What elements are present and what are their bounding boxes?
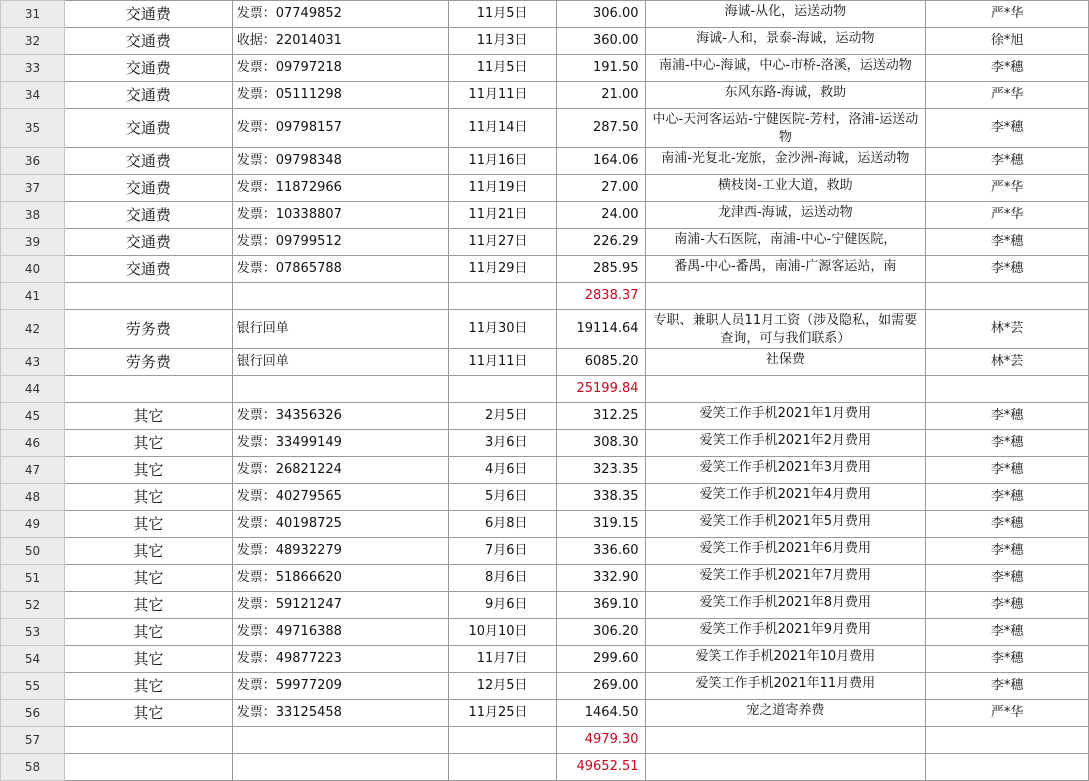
row-header[interactable]: 42 [1,310,65,349]
person-cell[interactable]: 严*华 [926,175,1089,202]
row-header[interactable]: 56 [1,700,65,727]
description-cell[interactable]: 爱笑工作手机2021年1月费用 [645,403,926,430]
row-header[interactable]: 34 [1,82,65,109]
person-cell[interactable]: 严*华 [926,700,1089,727]
table-row [1,457,1089,484]
category-cell[interactable]: 交通费 [64,1,232,28]
date-cell[interactable]: 12月5日 [448,673,556,700]
description-cell[interactable]: 中心-天河客运站-宁健医院-芳村，洛浦-运送动物 [645,109,926,148]
amount-cell[interactable]: 360.00 [556,28,645,55]
person-cell[interactable]: 李*穗 [926,619,1089,646]
person-cell[interactable] [926,754,1089,781]
person-cell[interactable]: 严*华 [926,82,1089,109]
category-cell[interactable]: 交通费 [64,82,232,109]
category-cell[interactable]: 其它 [64,511,232,538]
description-cell[interactable]: 龙津西-海诚，运送动物 [645,202,926,229]
description-cell[interactable]: 爱笑工作手机2021年7月费用 [645,565,926,592]
row-header[interactable]: 49 [1,511,65,538]
category-cell[interactable]: 其它 [64,646,232,673]
document-cell[interactable]: 发票：40279565 [232,484,448,511]
row-header[interactable]: 50 [1,538,65,565]
table-row [1,484,1089,511]
description-cell[interactable] [645,283,926,310]
person-cell[interactable]: 李*穗 [926,484,1089,511]
description-cell[interactable]: 社保费 [645,349,926,376]
row-header[interactable]: 36 [1,148,65,175]
amount-cell[interactable]: 1464.50 [556,700,645,727]
amount-cell[interactable]: 21.00 [556,82,645,109]
table-row [1,673,1089,700]
description-cell[interactable]: 爱笑工作手机2021年2月费用 [645,430,926,457]
person-cell[interactable]: 李*穗 [926,256,1089,283]
subtotal-cell[interactable]: 4979.30 [556,727,645,754]
date-cell[interactable]: 11月29日 [448,256,556,283]
amount-cell[interactable]: 299.60 [556,646,645,673]
amount-cell[interactable]: 269.00 [556,673,645,700]
document-cell[interactable] [232,376,448,403]
amount-cell[interactable]: 285.95 [556,256,645,283]
table-row [1,538,1089,565]
amount-cell[interactable]: 27.00 [556,175,645,202]
description-cell[interactable]: 爱笑工作手机2021年8月费用 [645,592,926,619]
table-row [1,175,1089,202]
amount-cell[interactable]: 164.06 [556,148,645,175]
row-header[interactable]: 57 [1,727,65,754]
person-cell[interactable]: 林*芸 [926,349,1089,376]
person-cell[interactable]: 李*穗 [926,565,1089,592]
person-cell[interactable]: 李*穗 [926,538,1089,565]
date-cell[interactable]: 8月6日 [448,565,556,592]
description-cell[interactable]: 东风东路-海诚，救助 [645,82,926,109]
person-cell[interactable] [926,376,1089,403]
date-cell[interactable]: 10月10日 [448,619,556,646]
category-cell[interactable] [64,754,232,781]
person-cell[interactable]: 李*穗 [926,430,1089,457]
category-cell[interactable]: 其它 [64,538,232,565]
row-header[interactable]: 32 [1,28,65,55]
table-row [1,109,1089,148]
person-cell[interactable]: 李*穗 [926,646,1089,673]
person-cell[interactable]: 严*华 [926,1,1089,28]
category-cell[interactable] [64,727,232,754]
date-cell[interactable]: 11月5日 [448,1,556,28]
description-cell[interactable]: 爱笑工作手机2021年5月费用 [645,511,926,538]
category-cell[interactable]: 其它 [64,565,232,592]
row-header[interactable]: 58 [1,754,65,781]
table-row [1,349,1089,376]
subtotal-cell[interactable]: 49652.51 [556,754,645,781]
row-header[interactable]: 52 [1,592,65,619]
row-header[interactable]: 44 [1,376,65,403]
description-cell[interactable]: 爱笑工作手机2021年10月费用 [645,646,926,673]
date-cell[interactable]: 11月3日 [448,28,556,55]
amount-cell[interactable]: 191.50 [556,55,645,82]
date-cell[interactable]: 11月11日 [448,82,556,109]
row-header[interactable]: 39 [1,229,65,256]
table-row [1,565,1089,592]
table-row [1,511,1089,538]
document-cell[interactable] [232,283,448,310]
document-cell[interactable] [232,754,448,781]
person-cell[interactable]: 李*穗 [926,457,1089,484]
row-header[interactable]: 54 [1,646,65,673]
person-cell[interactable]: 徐*旭 [926,28,1089,55]
description-cell[interactable]: 横枝岗-工业大道，救助 [645,175,926,202]
category-cell[interactable] [64,376,232,403]
document-cell[interactable]: 发票：07749852 [232,1,448,28]
date-cell[interactable] [448,376,556,403]
document-cell[interactable]: 银行回单 [232,310,448,349]
row-header[interactable]: 40 [1,256,65,283]
description-cell[interactable]: 宠之道寄养费 [645,700,926,727]
document-cell[interactable]: 发票：40198725 [232,511,448,538]
date-cell[interactable]: 11月27日 [448,229,556,256]
description-cell[interactable] [645,727,926,754]
row-header[interactable]: 48 [1,484,65,511]
category-cell[interactable]: 劳务费 [64,310,232,349]
row-header[interactable]: 53 [1,619,65,646]
date-cell[interactable] [448,754,556,781]
document-cell[interactable]: 发票：09798348 [232,148,448,175]
amount-cell[interactable]: 6085.20 [556,349,645,376]
description-cell[interactable]: 海诚-从化，运送动物 [645,1,926,28]
description-cell[interactable]: 爱笑工作手机2021年6月费用 [645,538,926,565]
row-header[interactable]: 33 [1,55,65,82]
table-row [1,430,1089,457]
row-header[interactable]: 47 [1,457,65,484]
person-cell[interactable] [926,727,1089,754]
category-cell[interactable] [64,283,232,310]
row-header[interactable]: 45 [1,403,65,430]
date-cell[interactable]: 11月11日 [448,349,556,376]
category-cell[interactable]: 其它 [64,457,232,484]
document-cell[interactable]: 收据：22014031 [232,28,448,55]
document-cell[interactable]: 发票：07865788 [232,256,448,283]
table-row [1,310,1089,349]
category-cell[interactable]: 交通费 [64,148,232,175]
document-cell[interactable]: 发票：09797218 [232,55,448,82]
row-header[interactable]: 35 [1,109,65,148]
amount-cell[interactable]: 312.25 [556,403,645,430]
document-cell[interactable]: 发票：59977209 [232,673,448,700]
amount-cell[interactable]: 24.00 [556,202,645,229]
person-cell[interactable] [926,283,1089,310]
table-row [1,619,1089,646]
row-header[interactable]: 51 [1,565,65,592]
amount-cell[interactable]: 19114.64 [556,310,645,349]
document-cell[interactable]: 发票：51866620 [232,565,448,592]
category-cell[interactable]: 交通费 [64,55,232,82]
table-row [1,376,1089,403]
person-cell[interactable]: 李*穗 [926,109,1089,148]
category-cell[interactable]: 交通费 [64,109,232,148]
document-cell[interactable]: 发票：10338807 [232,202,448,229]
document-cell[interactable]: 发票：09798157 [232,109,448,148]
document-cell[interactable]: 银行回单 [232,349,448,376]
amount-cell[interactable]: 332.90 [556,565,645,592]
row-header[interactable]: 37 [1,175,65,202]
amount-cell[interactable]: 308.30 [556,430,645,457]
date-cell[interactable]: 11月21日 [448,202,556,229]
table-row [1,28,1089,55]
category-cell[interactable]: 其它 [64,430,232,457]
table-row [1,1,1089,28]
date-cell[interactable]: 9月6日 [448,592,556,619]
date-cell[interactable]: 11月25日 [448,700,556,727]
amount-cell[interactable]: 287.50 [556,109,645,148]
description-cell[interactable] [645,754,926,781]
row-header[interactable]: 43 [1,349,65,376]
date-cell[interactable]: 11月30日 [448,310,556,349]
person-cell[interactable]: 林*芸 [926,310,1089,349]
description-cell[interactable]: 爱笑工作手机2021年3月费用 [645,457,926,484]
subtotal-cell[interactable]: 2838.37 [556,283,645,310]
table-row [1,646,1089,673]
row-header[interactable]: 38 [1,202,65,229]
person-cell[interactable]: 李*穗 [926,511,1089,538]
table-row [1,403,1089,430]
document-cell[interactable]: 发票：26821224 [232,457,448,484]
row-header[interactable]: 55 [1,673,65,700]
table-row [1,148,1089,175]
date-cell[interactable]: 11月7日 [448,646,556,673]
row-header[interactable]: 31 [1,1,65,28]
description-cell[interactable]: 南浦-光复北-宠旅，金沙洲-海诚，运送动物 [645,148,926,175]
category-cell[interactable]: 交通费 [64,202,232,229]
table-row [1,754,1089,781]
amount-cell[interactable]: 319.15 [556,511,645,538]
document-cell[interactable]: 发票：34356326 [232,403,448,430]
document-cell[interactable]: 发票：59121247 [232,592,448,619]
description-cell[interactable]: 爱笑工作手机2021年9月费用 [645,619,926,646]
category-cell[interactable]: 交通费 [64,175,232,202]
category-cell[interactable]: 其它 [64,484,232,511]
amount-cell[interactable]: 336.60 [556,538,645,565]
description-cell[interactable]: 南浦-中心-海诚，中心-市桥-洛溪，运送动物 [645,55,926,82]
date-cell[interactable]: 11月16日 [448,148,556,175]
category-cell[interactable]: 其它 [64,592,232,619]
person-cell[interactable]: 李*穗 [926,403,1089,430]
amount-cell[interactable]: 226.29 [556,229,645,256]
description-cell[interactable]: 海诚-人和，景泰-海诚，运动物 [645,28,926,55]
person-cell[interactable]: 李*穗 [926,592,1089,619]
amount-cell[interactable]: 369.10 [556,592,645,619]
date-cell[interactable] [448,727,556,754]
table-row [1,592,1089,619]
table-row [1,700,1089,727]
subtotal-cell[interactable]: 25199.84 [556,376,645,403]
date-cell[interactable]: 2月5日 [448,403,556,430]
date-cell[interactable]: 4月6日 [448,457,556,484]
description-cell[interactable]: 番禺-中心-番禺，南浦-广源客运站，南 [645,256,926,283]
category-cell[interactable]: 其它 [64,619,232,646]
table-row [1,229,1089,256]
document-cell[interactable]: 发票：49877223 [232,646,448,673]
date-cell[interactable]: 7月6日 [448,538,556,565]
category-cell[interactable]: 交通费 [64,28,232,55]
document-cell[interactable]: 发票：09799512 [232,229,448,256]
date-cell[interactable]: 3月6日 [448,430,556,457]
row-header[interactable]: 41 [1,283,65,310]
table-row [1,727,1089,754]
document-cell[interactable] [232,727,448,754]
description-cell[interactable]: 爱笑工作手机2021年11月费用 [645,673,926,700]
document-cell[interactable]: 发票：05111298 [232,82,448,109]
category-cell[interactable]: 劳务费 [64,349,232,376]
description-cell[interactable]: 专职、兼职人员11月工资（涉及隐私，如需要查询，可与我们联系） [645,310,926,349]
table-body [1,1,1089,781]
table-row [1,256,1089,283]
date-cell[interactable]: 11月14日 [448,109,556,148]
document-cell[interactable]: 发票：48932279 [232,538,448,565]
table-row [1,283,1089,310]
amount-cell[interactable]: 338.35 [556,484,645,511]
date-cell[interactable]: 6月8日 [448,511,556,538]
document-cell[interactable]: 发票：49716388 [232,619,448,646]
description-cell[interactable]: 南浦-大石医院，南浦-中心-宁健医院， [645,229,926,256]
amount-cell[interactable]: 306.20 [556,619,645,646]
table-row [1,55,1089,82]
table-row [1,82,1089,109]
person-cell[interactable]: 李*穗 [926,229,1089,256]
row-header[interactable]: 46 [1,430,65,457]
description-cell[interactable]: 爱笑工作手机2021年4月费用 [645,484,926,511]
date-cell[interactable]: 5月6日 [448,484,556,511]
category-cell[interactable]: 其它 [64,673,232,700]
category-cell[interactable]: 其它 [64,403,232,430]
person-cell[interactable]: 严*华 [926,202,1089,229]
amount-cell[interactable]: 306.00 [556,1,645,28]
category-cell[interactable]: 交通费 [64,229,232,256]
person-cell[interactable]: 李*穗 [926,55,1089,82]
date-cell[interactable] [448,283,556,310]
document-cell[interactable]: 发票：33125458 [232,700,448,727]
date-cell[interactable]: 11月5日 [448,55,556,82]
table-row [1,202,1089,229]
person-cell[interactable]: 李*穗 [926,673,1089,700]
document-cell[interactable]: 发票：11872966 [232,175,448,202]
description-cell[interactable] [645,376,926,403]
amount-cell[interactable]: 323.35 [556,457,645,484]
person-cell[interactable]: 李*穗 [926,148,1089,175]
category-cell[interactable]: 交通费 [64,256,232,283]
date-cell[interactable]: 11月19日 [448,175,556,202]
category-cell[interactable]: 其它 [64,700,232,727]
document-cell[interactable]: 发票：33499149 [232,430,448,457]
